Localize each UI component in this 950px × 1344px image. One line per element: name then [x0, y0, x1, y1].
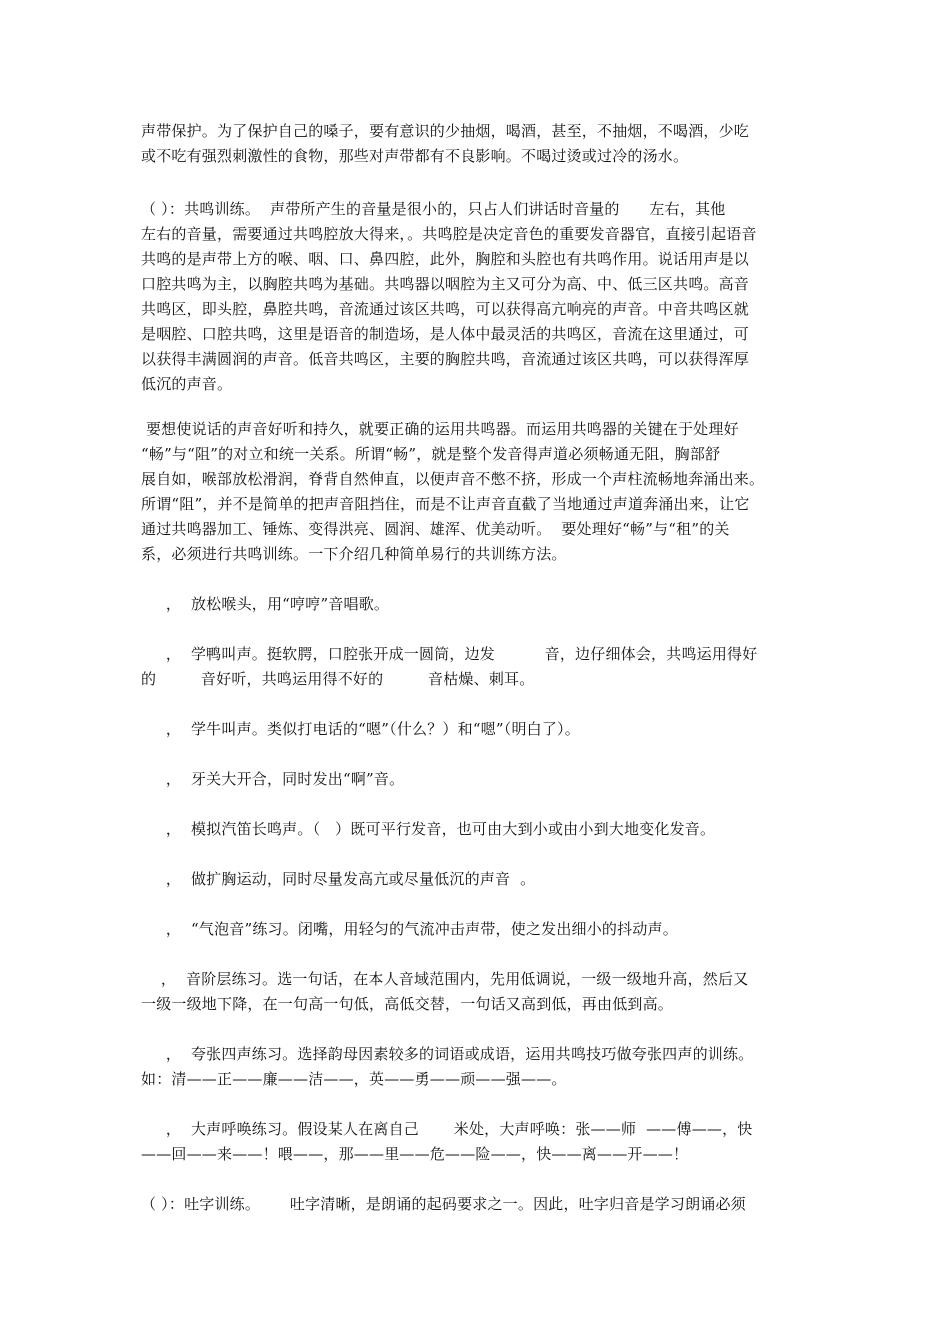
text-line: ， 夸张四声练习。选择韵母因素较多的词语或成语，运用共鸣技巧做夸张四声的训练。: [141, 1045, 754, 1063]
text-line: 口腔共鸣为主，以胸腔共鸣为基础。共鸣器以咽腔为主又可分为高、中、低三区共鸣。高音: [141, 275, 750, 293]
text-line: 如：清——正——廉——洁——，英——勇——顽——强——。: [141, 1070, 567, 1088]
text-line: 通过共鸣器加工、锤炼、变得洪亮、圆润、雄浑、优美动听。 要处理好“畅”与“租”的关: [141, 520, 730, 538]
text-line: 系，必须进行共鸣训练。一下介绍几种简单易行的共训练方法。: [141, 545, 567, 563]
text-line: 的 音好听，共鸣运用得不好的 音枯燥、刺耳。: [141, 670, 535, 688]
text-line: 一级一级地下降，在一句高一句低，高低交替，一句话又高到低，再由低到高。: [141, 995, 674, 1013]
text-line: 是咽腔、口腔共鸣，这里是语音的制造场，是人体中最灵活的共鸣区，音流在这里通过，可: [141, 325, 750, 343]
text-line: 声带保护。为了保护自己的嗓子，要有意识的少抽烟，喝酒，甚至，不抽烟，不喝酒，少吃: [141, 122, 750, 140]
text-line: ， 放松喉头，用“哼哼”音唱歌。: [141, 595, 390, 613]
text-line: ， 大声呼唤练习。假设某人在离自己 米处，大声呼唤：张——师 ——傅——，快: [141, 1120, 753, 1138]
text-line: 低沉的声音。: [141, 375, 233, 393]
text-line: 共鸣区，即头腔，鼻腔共鸣，音流通过该区共鸣，可以获得高亢响亮的声音。中音共鸣区就: [141, 300, 750, 318]
text-line: 共鸣的是声带上方的喉、咽、口、鼻四腔，此外，胸腔和头腔也有共鸣作用。说话用声是以: [141, 250, 750, 268]
text-line: （ ）：共鸣训练。 声带所产生的音量是很小的，只占人们讲话时音量的 左右，其他: [141, 200, 726, 218]
text-line: ， 音阶层练习。选一句话，在本人音域范围内，先用低调说，一级一级地升高，然后又: [141, 970, 749, 988]
text-line: 要想使说话的声音好听和持久，就要正确的运用共鸣器。而运用共鸣器的关键在于处理好: [141, 420, 739, 438]
text-line: 左右的音量，需要通过共鸣腔放大得来，。共鸣腔是决定音色的重要发音器官，直接引起语音: [141, 225, 757, 243]
text-line: ， 学牛叫声。类似打电话的“嗯”（什么？）和“嗯”（明白了）。: [141, 720, 580, 738]
text-line: “畅”与“阻”的对立和统一关系。所谓“畅”，就是整个发音得声道必须畅通无阻，胸部舒: [141, 445, 721, 463]
text-line: ， 牙关大开合，同时发出“啊”音。: [141, 770, 405, 788]
text-line: ， 做扩胸运动，同时尽量发高亢或尽量低沉的声音 。: [141, 870, 536, 888]
text-line: ， 学鸭叫声。挺软腭，口腔张开成一圆筒，边发 音，边仔细体会，共鸣运用得好: [141, 645, 758, 663]
text-line: 展自如，喉部放松滑润，脊背自然伸直，以便声音不憋不挤，形成一个声柱流畅地奔涌出来。: [141, 470, 765, 488]
text-line: 或不吃有强烈刺激性的食物，那些对声带都有不良影响。不喝过烫或过冷的汤水。: [141, 147, 689, 165]
text-line: ， “气泡音”练习。闭嘴，用轻匀的气流冲击声带，使之发出细小的抖动声。: [141, 920, 678, 938]
text-line: 以获得丰满圆润的声音。低音共鸣区，主要的胸腔共鸣，音流通过该区共鸣，可以获得浑厚: [141, 350, 750, 368]
text-line: ——回——来——！喂——，那——里——危——险——，快——离——开——！: [141, 1145, 689, 1163]
text-line: ， 模拟汽笛长鸣声。（ ）既可平行发音，也可由大到小或由小到大地变化发音。: [141, 820, 716, 838]
text-line: 所谓“阻”，并不是简单的把声音阻挡住，而是不让声音直截了当地通过声道奔涌出来，让它: [141, 495, 750, 513]
text-line: （ ）：吐字训练。 吐字清晰，是朗诵的起码要求之一。因此，吐字归音是学习朗诵必须: [141, 1195, 746, 1213]
